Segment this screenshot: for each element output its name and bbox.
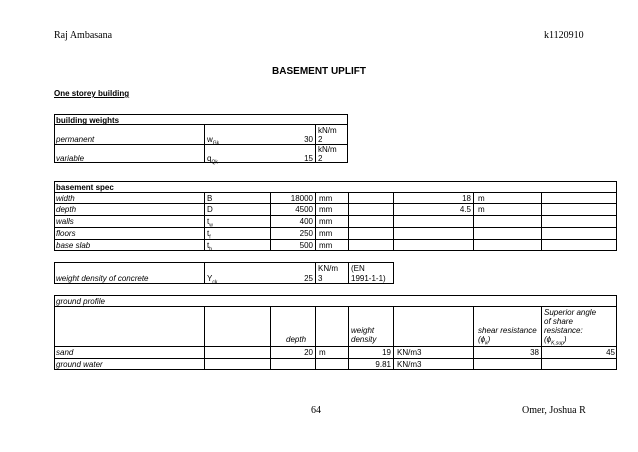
row-unit: mm xyxy=(319,217,333,226)
row-reference-2: 1991-1-1) xyxy=(351,274,386,283)
page-number: 64 xyxy=(311,405,321,416)
row-density-unit: KN/m3 xyxy=(397,360,422,369)
row-symbol: $q_{Qk}$ xyxy=(207,154,218,166)
row-label: weight density of concrete xyxy=(56,274,149,283)
ground-heading: ground profile xyxy=(56,297,105,306)
row-value: 18000 xyxy=(290,194,313,203)
col-angle-line-1: Superior angle xyxy=(544,308,597,317)
row-value: 25 xyxy=(304,274,313,283)
row-shear: 38 xyxy=(530,348,539,357)
row-symbol: $w_{Gk}$ xyxy=(207,135,220,147)
row-depth-unit: m xyxy=(319,348,326,357)
row-value: 400 xyxy=(299,217,313,226)
row-unit: mm xyxy=(319,229,333,238)
spec-heading: basement spec xyxy=(56,183,114,192)
row-symbol: $t_b$ xyxy=(207,241,213,253)
row-unit-1: KN/m xyxy=(318,264,338,273)
row-unit: mm xyxy=(319,205,333,214)
footer-right: Omer, Joshua R xyxy=(522,405,586,416)
row-value: 250 xyxy=(299,229,313,238)
row-symbol: $t_w$ xyxy=(207,217,213,229)
row-label: sand xyxy=(56,348,74,357)
row-depth: 20 xyxy=(304,348,313,357)
row-value: 4500 xyxy=(295,205,313,214)
row-angle: 45 xyxy=(606,348,615,357)
row-unit-2: 2 xyxy=(318,135,323,144)
row-label: depth xyxy=(56,205,77,214)
row-value: 500 xyxy=(299,241,313,250)
row-unit-1: kN/m xyxy=(318,126,337,135)
row-label: walls xyxy=(56,217,74,226)
col-angle-line-3: resistance: xyxy=(544,326,583,335)
col-weight-line-2: density xyxy=(351,335,377,344)
row-label: ground water xyxy=(56,360,103,369)
col-weight-line-1: weight xyxy=(351,326,375,335)
row-label: variable xyxy=(56,154,85,163)
header-left: Raj Ambasana xyxy=(54,30,113,41)
row-value-m: 18 xyxy=(462,194,471,203)
row-density-unit: KN/m3 xyxy=(397,348,422,357)
header-right: k1120910 xyxy=(544,30,584,41)
row-value: 15 xyxy=(304,154,313,163)
row-label: floors xyxy=(56,229,76,238)
section-subtitle: One storey building xyxy=(54,89,130,98)
row-label: permanent xyxy=(56,135,95,144)
row-unit-2: 3 xyxy=(318,274,323,283)
col-shear-line-2: $(\phi_k)$ xyxy=(478,335,491,347)
col-depth: depth xyxy=(286,335,307,344)
page-title: BASEMENT UPLIFT xyxy=(272,66,366,77)
row-density: 9.81 xyxy=(375,360,391,369)
row-label: width xyxy=(56,194,75,203)
col-shear-line-1: shear resistance xyxy=(478,326,537,335)
row-symbol: $t_f$ xyxy=(207,229,211,241)
col-angle-line-2: of share xyxy=(544,317,573,326)
row-value-m: 4.5 xyxy=(459,205,471,214)
col-angle-line-4: $(\phi_{K,sup})$ xyxy=(544,335,567,347)
row-value: 30 xyxy=(304,135,313,144)
row-reference-1: (EN xyxy=(351,264,365,273)
row-unit-2: 2 xyxy=(318,154,323,163)
weights-heading: building weights xyxy=(56,116,120,125)
row-unit-m: m xyxy=(478,194,485,203)
row-unit-m: m xyxy=(478,205,485,214)
row-unit-1: kN/m xyxy=(318,145,337,154)
row-unit: mm xyxy=(319,194,333,203)
row-unit: mm xyxy=(319,241,333,250)
row-symbol: B xyxy=(207,194,213,203)
row-symbol: D xyxy=(207,205,213,214)
row-label: base slab xyxy=(56,241,91,250)
row-symbol: $Y_{ck}$ xyxy=(207,274,218,286)
row-density: 19 xyxy=(382,348,391,357)
